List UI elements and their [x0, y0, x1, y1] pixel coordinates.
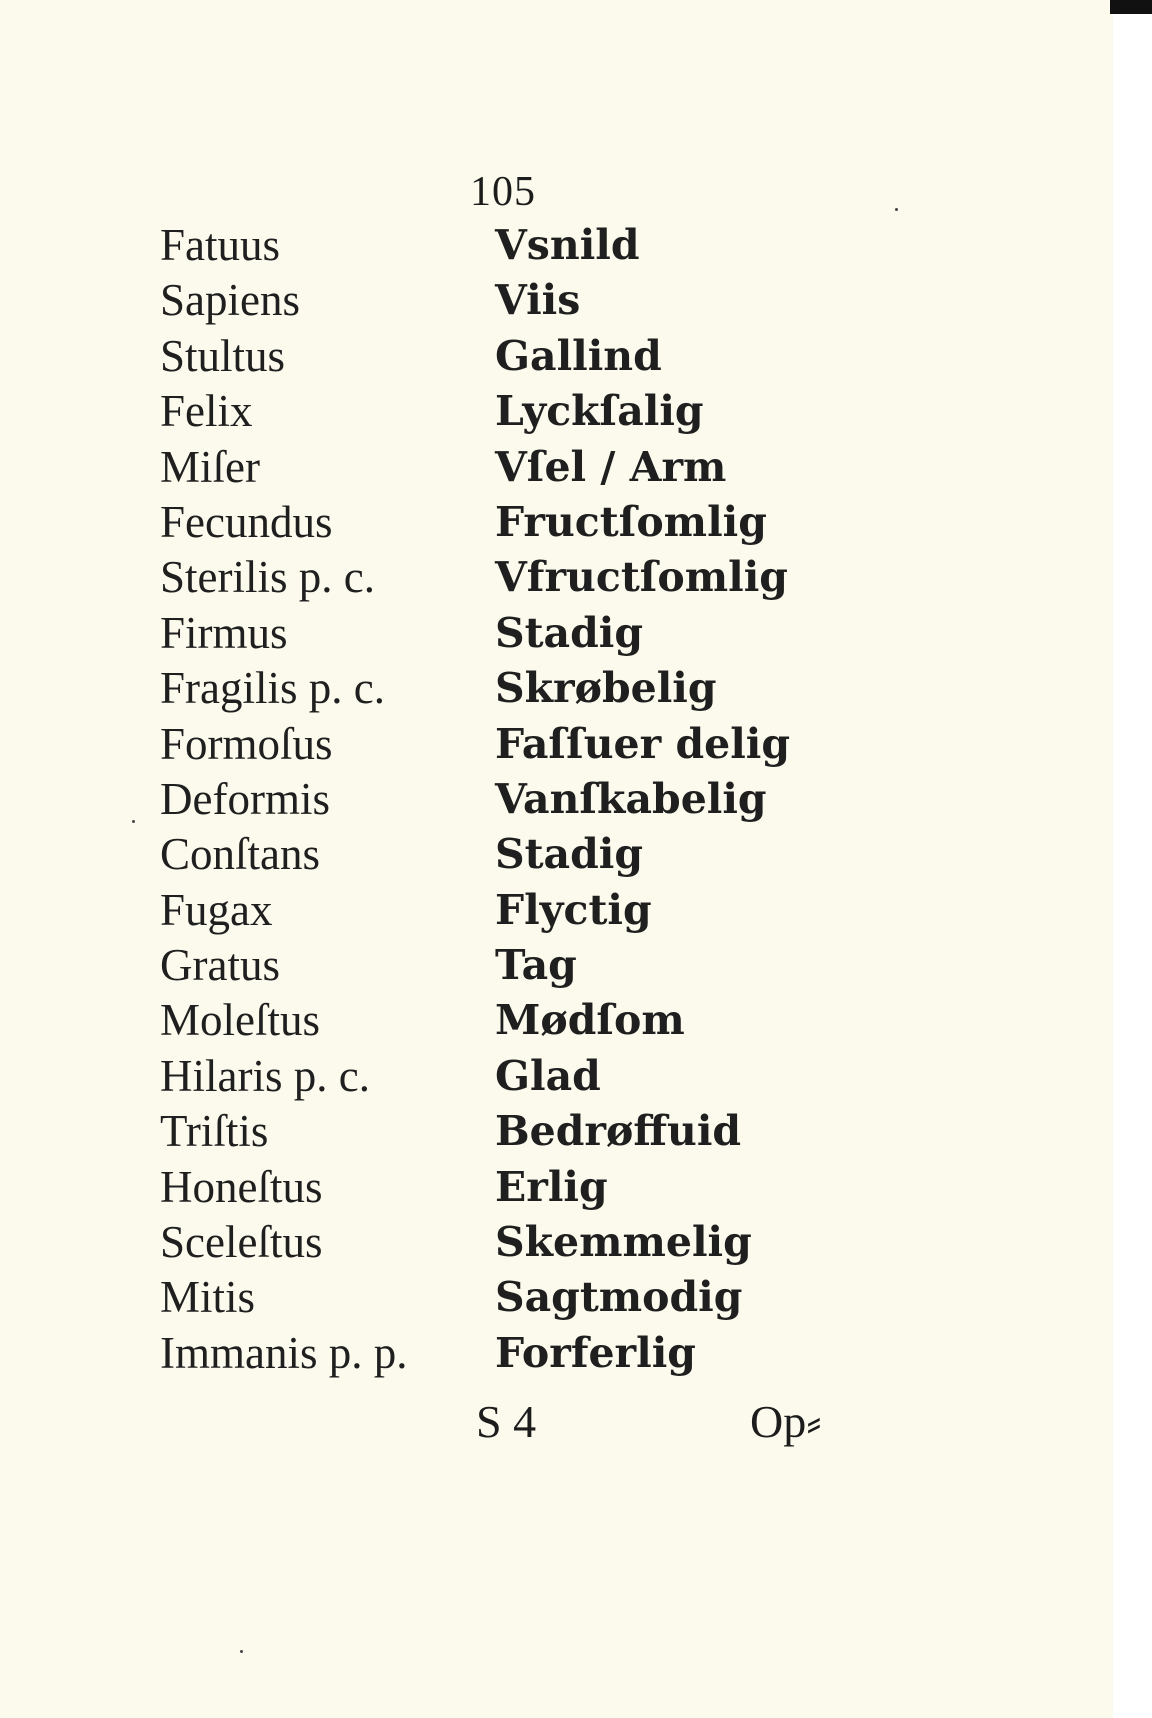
latin-term: Fecundus — [160, 496, 333, 547]
danish-term: Glad — [495, 1051, 601, 1100]
latin-term: Deformis — [160, 773, 330, 824]
glossary-entry — [160, 827, 860, 882]
glossary-entry — [160, 606, 860, 661]
scan-edge-bar — [1110, 0, 1152, 14]
danish-term: Stadig — [495, 608, 644, 657]
latin-term: Fugax — [160, 884, 273, 935]
latin-term: Conſtans — [160, 829, 321, 880]
glossary-entry — [160, 1049, 860, 1104]
latin-term: Firmus — [160, 607, 288, 658]
glossary-entry — [160, 993, 860, 1048]
glossary-entry — [160, 384, 860, 439]
latin-term: Gratus — [160, 940, 280, 991]
glossary-list — [160, 218, 860, 1381]
danish-term: Vsnild — [495, 221, 640, 269]
glossary-entry — [160, 218, 860, 273]
glossary-entry — [160, 1326, 860, 1381]
glossary-entry — [160, 1160, 860, 1215]
danish-term: Mødſom — [495, 996, 685, 1045]
danish-term: Viis — [495, 276, 581, 325]
glossary-entry — [160, 772, 860, 827]
glossary-entry — [160, 1104, 860, 1159]
latin-term: Triſtis — [160, 1106, 269, 1157]
page-number: 105 — [470, 169, 536, 215]
danish-term: Faſſuer delig — [495, 719, 791, 768]
danish-term: Vſel / Arm — [495, 442, 727, 491]
danish-term: Gallind — [495, 331, 662, 380]
danish-term: Vfructſomlig — [495, 553, 788, 602]
danish-term: Skemmelig — [495, 1218, 752, 1267]
ink-speck — [895, 208, 898, 211]
latin-term: Moleſtus — [160, 995, 321, 1046]
glossary-entry — [160, 440, 860, 495]
latin-term: Hilaris p. c. — [160, 1050, 370, 1101]
glossary-entry — [160, 273, 860, 328]
latin-term: Stultus — [160, 330, 286, 381]
ink-speck — [132, 820, 135, 823]
latin-term: Sapiens — [160, 275, 300, 326]
danish-term: Bedrøffuid — [495, 1107, 742, 1156]
glossary-entry — [160, 550, 860, 605]
latin-term: Immanis p. p. — [160, 1327, 408, 1378]
glossary-entry — [160, 1270, 860, 1325]
danish-term: Forferlig — [495, 1328, 696, 1377]
danish-term: Flyctig — [495, 885, 652, 934]
latin-term: Honeſtus — [160, 1161, 323, 1212]
glossary-entry — [160, 938, 860, 993]
glossary-entry — [160, 495, 860, 550]
latin-term: Felix — [160, 386, 253, 437]
danish-term: Vanſkabelig — [495, 774, 767, 823]
latin-term: Sterilis p. c. — [160, 552, 375, 603]
glossary-entry — [160, 329, 860, 384]
danish-term: Stadig — [495, 830, 644, 879]
danish-term: Erlig — [495, 1162, 608, 1211]
glossary-entry — [160, 661, 860, 716]
latin-term: Sceleſtus — [160, 1217, 323, 1268]
latin-term: Formoſus — [160, 718, 333, 769]
latin-term: Fragilis p. c. — [160, 663, 385, 714]
signature-mark: S 4 — [476, 1396, 537, 1447]
danish-term: Sagtmodig — [495, 1273, 743, 1322]
latin-term: Fatuus — [160, 220, 281, 270]
latin-term: Miſer — [160, 441, 260, 492]
danish-term: Tag — [495, 941, 577, 990]
danish-term: Fructſomlig — [495, 497, 767, 546]
glossary-entry — [160, 1215, 860, 1270]
latin-term: Mitis — [160, 1272, 256, 1323]
glossary-entry — [160, 883, 860, 938]
ink-speck — [240, 1650, 243, 1653]
danish-term: Skrøbelig — [495, 664, 717, 713]
danish-term: Lyckſalig — [495, 387, 704, 436]
glossary-entry — [160, 717, 860, 772]
catchword: Op⸗ — [750, 1396, 822, 1447]
